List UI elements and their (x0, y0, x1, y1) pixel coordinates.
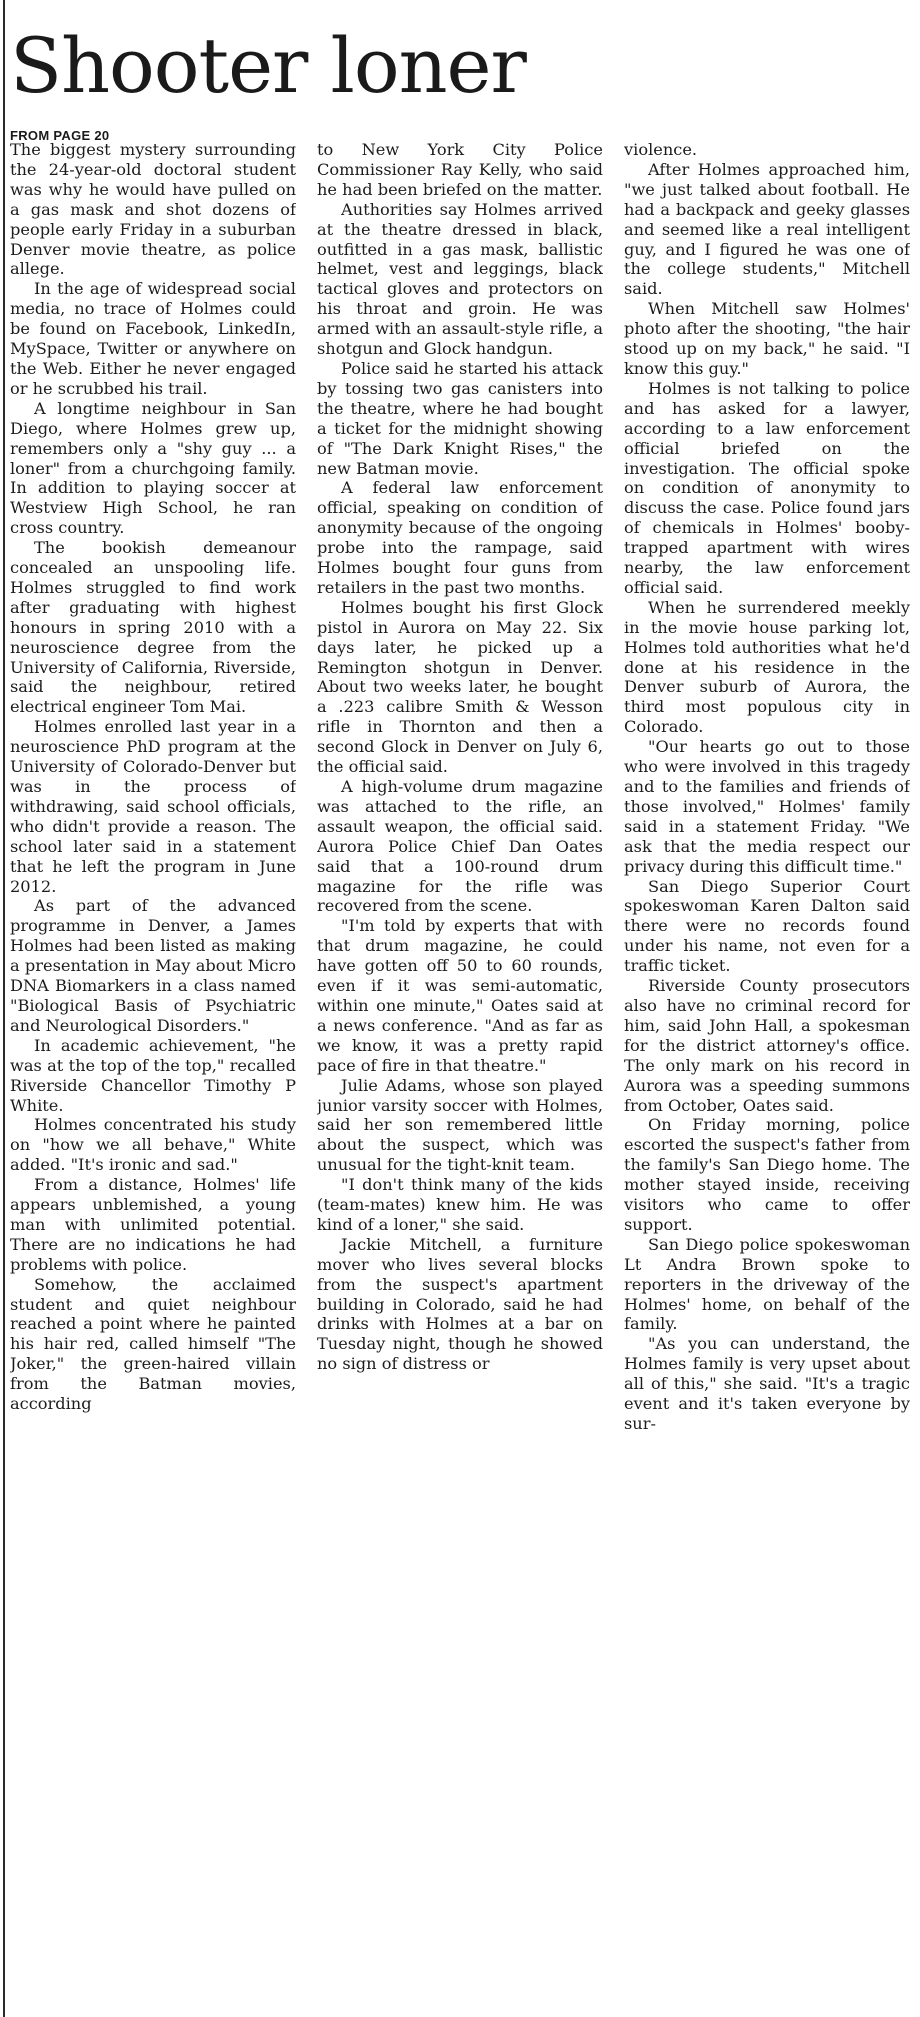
article-paragraph: "As you can understand, the Holmes family is very upset about all of this," she said. "It's a tragic event and it's taken everyone by sur- (624, 1334, 910, 1433)
article-paragraph: The bookish demeanour concealed an unspooling life. Holmes struggled to find work after graduating with highest honours in spring 2010 with a neuroscience degree from the University of California, Riverside, said the neighbour, retired electrical engineer Tom Mai. (10, 538, 296, 717)
article-paragraph: A high-volume drum magazine was attached to the rifle, an assault weapon, the official said. Aurora Police Chief Dan Oates said that a 100-round drum magazine for the rifle was recovered from the scene. (317, 777, 603, 916)
article-paragraph: "I'm told by experts that with that drum magazine, he could have gotten off 50 to 60 rounds, even if it was semi-automatic, within one minute," Oates said at a news conference. "And as far as we know, it was a pretty rapid pace of fire in that theatre." (317, 916, 603, 1075)
article-paragraph: A longtime neighbour in San Diego, where Holmes grew up, remembers only a "shy guy ... a loner" from a churchgoing family. In addition to playing soccer at Westview High School, he ran cross country. (10, 398, 296, 538)
article-column-2 (317, 140, 603, 2017)
article-paragraph: Police said he started his attack by tossing two gas canisters into the theatre, where he had bought a ticket for the midnight showing of "The Dark Knight Rises," the new Batman movie. (317, 358, 603, 478)
article-paragraph: In the age of widespread social media, no trace of Holmes could be found on Facebook, LinkedIn, MySpace, Twitter or anywhere on the Web. Either he never engaged or he scrubbed his trail. (10, 279, 296, 398)
article-column-1 (10, 140, 296, 2017)
article-paragraph: Holmes bought his first Glock pistol in Aurora on May 22. Six days later, he picked up a Remington shotgun in Denver. About two weeks later, he bought a .223 calibre Smith & Wesson rifle in Thornton and then a second Glock in Denver on July 6, the official said. (317, 597, 603, 777)
article-paragraph: San Diego police spokeswoman Lt Andra Brown spoke to reporters in the driveway of the Holmes' home, on behalf of the family. (624, 1234, 910, 1334)
article-paragraph: Holmes concentrated his study on "how we all behave," White added. "It's ironic and sad." (10, 1115, 296, 1175)
article-paragraph: When Mitchell saw Holmes' photo after the shooting, "the hair stood up on my back," he said. "I know this guy." (624, 299, 910, 378)
article-paragraph: As part of the advanced programme in Denver, a James Holmes had been listed as making a presentation in May about Micro DNA Biomarkers in a class named "Biological Basis of Psychiatric and Neurological Disorders." (10, 896, 296, 1035)
article-paragraph: After Holmes approached him, "we just talked about football. He had a backpack and geeky glasses and seemed like a real intelligent guy, and I figured he was one of the college students," Mitchell said. (624, 159, 910, 299)
article-paragraph: Riverside County prosecutors also have no criminal record for him, said John Hall, a spokesman for the district attorney's office. The only mark on his record in Aurora was a speeding summons from October, Oates said. (624, 976, 910, 1115)
article-paragraph: When he surrendered meekly in the movie house parking lot, Holmes told authorities what he'd done at his residence in the Denver suburb of Aurora, the third most populous city in Colorado. (624, 597, 910, 737)
article-paragraph: to New York City Police Commissioner Ray Kelly, who said he had been briefed on the matter. (317, 140, 603, 199)
continued-from-label: FROM PAGE 20 (10, 128, 110, 143)
article-paragraph: A federal law enforcement official, speaking on condition of anonymity because of the ongoing probe into the rampage, said Holmes bought four guns from retailers in the past two months. (317, 478, 603, 597)
article-paragraph: San Diego Superior Court spokeswoman Karen Dalton said there were no records found under his name, not even for a traffic ticket. (624, 876, 910, 976)
article-paragraph: In academic achievement, "he was at the top of the top," recalled Riverside Chancellor Timothy P White. (10, 1035, 296, 1115)
article-paragraph: On Friday morning, police escorted the suspect's father from the family's San Diego home. The mother stayed inside, receiving visitors who came to offer support. (624, 1115, 910, 1234)
article-paragraph: Somehow, the acclaimed student and quiet neighbour reached a point where he painted his hair red, called himself "The Joker," the green-haired villain from the Batman movies, according (10, 1274, 296, 1414)
article-paragraph: Jackie Mitchell, a furniture mover who lives several blocks from the suspect's apartment building in Colorado, said he had drinks with Holmes at a bar on Tuesday night, though he showed no sign of distress or (317, 1234, 603, 1374)
article-paragraph: Holmes enrolled last year in a neuroscience PhD program at the University of Colorado-Denver but was in the process of withdrawing, said school officials, who didn't provide a reason. The school later said in a statement that he left the program in June 2012. (10, 717, 296, 896)
column-rule (3, 0, 5, 2017)
headline: Shooter loner (10, 21, 526, 110)
article-body (10, 140, 910, 2017)
article-paragraph: "Our hearts go out to those who were involved in this tragedy and to the families and friends of those involved," Holmes' family said in a statement Friday. "We ask that the media respect our privacy during this difficult time." (624, 737, 910, 876)
article-paragraph: Julie Adams, whose son played junior varsity soccer with Holmes, said her son remembered little about the suspect, which was unusual for the tight-knit team. (317, 1075, 603, 1175)
article-paragraph: The biggest mystery surrounding the 24-year-old doctoral student was why he would have pulled on a gas mask and shot dozens of people early Friday in a suburban Denver movie theatre, as police allege. (10, 140, 296, 279)
article-paragraph: From a distance, Holmes' life appears unblemished, a young man with unlimited potential. There are no indications he had problems with police. (10, 1175, 296, 1274)
article-paragraph: "I don't think many of the kids (team-mates) knew him. He was kind of a loner," she said. (317, 1175, 603, 1234)
article-paragraph: Authorities say Holmes arrived at the theatre dressed in black, outfitted in a gas mask, ballistic helmet, vest and leggings, black tactical gloves and protectors on his throat and groin. He was armed with an assault-style rifle, a shotgun and Glock handgun. (317, 199, 603, 359)
article-paragraph: violence. (624, 140, 698, 159)
article-paragraph: Holmes is not talking to police and has asked for a lawyer, according to a law enforcement official briefed on the investigation. The official spoke on condition of anonymity to discuss the case. Police found jars of chemicals in Holmes' booby-trapped apartment with wires nearby, the law enforcement official said. (624, 378, 910, 597)
article-column-3 (624, 140, 910, 2017)
